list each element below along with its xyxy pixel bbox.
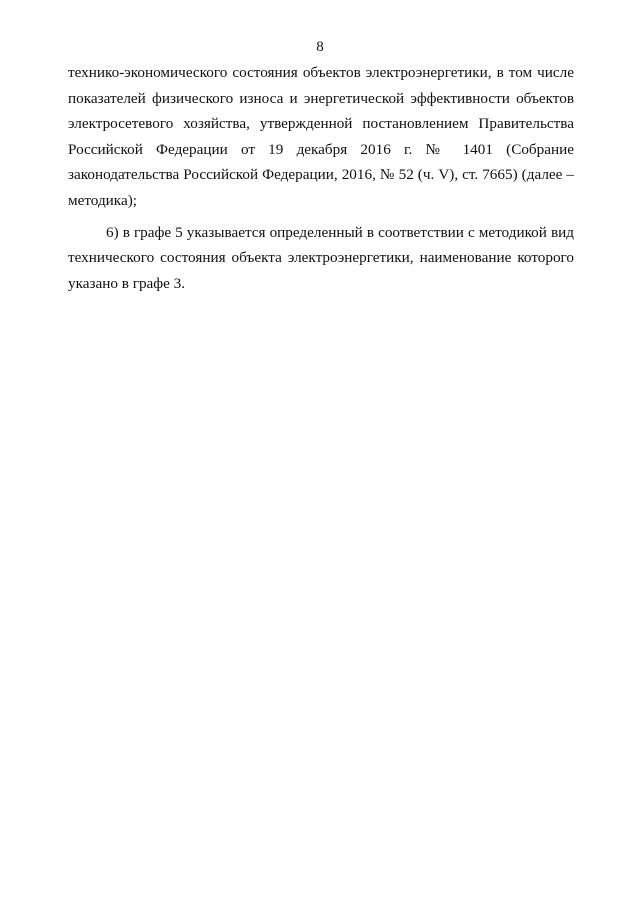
document-body [68,60,574,296]
paragraph-item-6: 6) в графе 5 указывается определенный в соответствии с методикой вид технического состояния объекта электроэнергетики, наименование которого указано в графе 3. [68,223,574,292]
paragraph-continuation: технико-экономического состояния объектов электроэнергетики, в том числе показателей физического износа и энергетической эффективности объектов электросетевого хозяйства, утвержденной постановлением Правительства Российской Федерации от 19 декабря 2016 г. № 1401 (Собрание законодательства Российской Федерации, 2016, № 52 (ч. V), ст. 7665) (далее – методика); [68,64,574,209]
page-number: 8 [316,39,324,55]
